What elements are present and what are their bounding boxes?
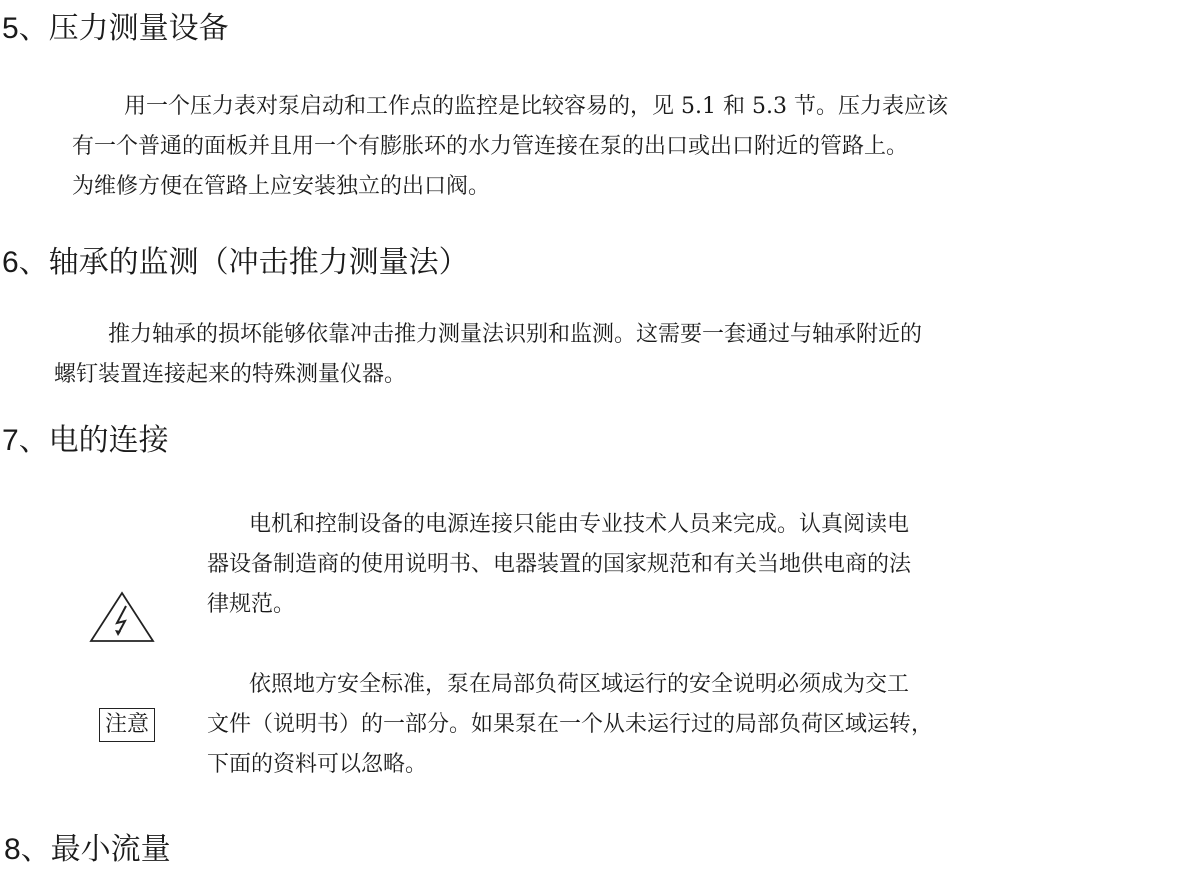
section-6-paragraph	[54, 315, 922, 395]
paragraph-line: 下面的资料可以忽略。	[207, 752, 428, 777]
paragraph-line: 有一个普通的面板并且用一个有膨胀环的水力管连接在泵的出口或出口附近的管路上。	[72, 134, 909, 159]
note-label: 注意	[99, 708, 155, 742]
section-6-title: 、轴承的监测（冲击推力测量法）	[18, 245, 469, 280]
section-8-title: 、最小流量	[20, 832, 171, 867]
high-voltage-warning-icon	[88, 590, 156, 644]
paragraph-line: 依照地方安全标准，泵在局部负荷区域运行的安全说明必须成为交工	[249, 672, 910, 697]
section-5-number: 5	[2, 12, 19, 45]
paragraph-line: 律规范。	[207, 592, 296, 617]
section-7-paragraph-1	[207, 505, 911, 625]
section-5-heading	[2, 9, 229, 49]
paragraph-line: 螺钉装置连接起来的特殊测量仪器。	[54, 362, 407, 387]
section-6-heading	[2, 243, 469, 283]
section-6-number: 6	[2, 246, 19, 279]
paragraph-line: 器设备制造商的使用说明书、电器装置的国家规范和有关当地供电商的法	[207, 552, 912, 577]
paragraph-line: 用一个压力表对泵启动和工作点的监控是比较容易的，见 5.1 和 5.3 节。压力表应该	[124, 94, 948, 119]
section-7-heading	[2, 421, 169, 461]
section-5-title: 、压力测量设备	[18, 11, 229, 46]
section-7-title: 、电的连接	[18, 423, 169, 458]
section-7-paragraph-2	[207, 665, 933, 785]
section-5-paragraph	[72, 87, 948, 207]
paragraph-line: 推力轴承的损坏能够依靠冲击推力测量法识别和监测。这需要一套通过与轴承附近的	[108, 322, 923, 347]
paragraph-line: 文件（说明书）的一部分。如果泵在一个从未运行过的局部负荷区域运转，	[207, 712, 934, 737]
section-7-number: 7	[2, 424, 19, 457]
paragraph-line: 电机和控制设备的电源连接只能由专业技术人员来完成。认真阅读电	[249, 512, 910, 537]
section-8-heading	[4, 830, 171, 870]
paragraph-line: 为维修方便在管路上应安装独立的出口阀。	[72, 174, 491, 199]
section-8-number: 8	[4, 833, 21, 866]
